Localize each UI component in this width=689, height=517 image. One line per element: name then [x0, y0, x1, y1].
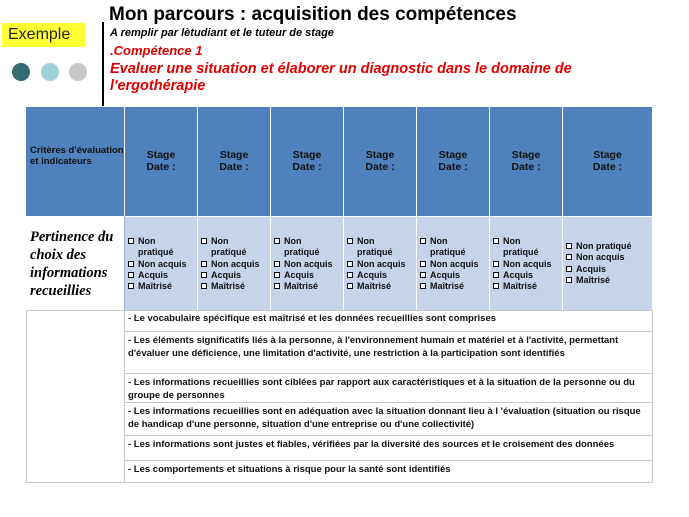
- checkbox-icon[interactable]: [201, 272, 207, 278]
- evaluation-options: [198, 217, 270, 292]
- checkbox-icon[interactable]: [566, 243, 572, 249]
- stage-date-label: Date :: [592, 161, 623, 173]
- option-label: Non acquis: [503, 258, 552, 269]
- option-label: Non: [357, 236, 375, 246]
- dot-grey: [69, 63, 87, 81]
- evaluation-option[interactable]: [420, 270, 489, 281]
- stage-date-label: Date :: [438, 161, 468, 173]
- option-label: Non: [211, 236, 229, 246]
- checkbox-icon[interactable]: [493, 238, 499, 244]
- evaluation-option[interactable]: [201, 281, 270, 292]
- evaluation-option[interactable]: [347, 270, 416, 281]
- checkbox-icon[interactable]: [420, 238, 426, 244]
- evaluation-table: [26, 107, 653, 483]
- stage-date-label: Date :: [365, 161, 395, 173]
- indicator-row: - Le vocabulaire spécifique est maîtrisé et les données recueillies sont comprises: [125, 310, 653, 332]
- evaluation-option[interactable]: [347, 281, 416, 292]
- evaluation-option[interactable]: [274, 236, 343, 247]
- option-label: Acquis: [284, 269, 315, 280]
- evaluation-options: [490, 217, 562, 292]
- indicators-blank-cell: [26, 310, 125, 483]
- indicator-row: - Les éléments significatifs liés à la personne, à l'environnement humain et matériel et à l'activité, permettant d'évaluer une déficience, une limitation d'activité, une restriction à la participation sont identifiés: [125, 332, 653, 374]
- stage-label: Stage: [219, 149, 249, 161]
- evaluation-options: [125, 217, 197, 292]
- stage-label: Stage: [292, 149, 322, 161]
- evaluation-option[interactable]: [566, 264, 652, 275]
- stage-header-cell: [490, 107, 563, 216]
- indicator-row: - Les informations recueillies sont ciblées par rapport aux caractéristiques et à la situation de la personne ou du groupe de personnes: [125, 374, 653, 403]
- evaluation-option[interactable]: [128, 259, 197, 270]
- stage-header-label: [490, 107, 562, 173]
- option-label: Non acquis: [284, 258, 333, 269]
- option-label: Non: [503, 236, 521, 246]
- option-label: Maîtrisé: [503, 281, 538, 292]
- stage-header-cell: [344, 107, 417, 216]
- evaluation-options: [417, 217, 489, 292]
- page-subtitle: A remplir par lètudiant et le tuteur de stage: [110, 27, 334, 39]
- option-label: Non: [284, 236, 302, 246]
- stage-date-label: Date :: [511, 161, 541, 173]
- dot-dark-teal: [12, 63, 30, 81]
- evaluation-option[interactable]: [420, 259, 489, 270]
- stage-header-label: [563, 107, 652, 173]
- indicator-row: - Les comportements et situations à risque pour la santé sont identifiés: [128, 464, 451, 475]
- option-label: Maîtrisé: [576, 274, 611, 285]
- evaluation-option[interactable]: [493, 270, 562, 281]
- stage-evaluation-cell: [125, 216, 198, 310]
- checkbox-icon[interactable]: [420, 283, 426, 289]
- option-label: Maîtrisé: [138, 281, 173, 292]
- stage-evaluation-cell: [490, 216, 563, 310]
- evaluation-option[interactable]: [201, 270, 270, 281]
- option-label: pratiqué: [284, 247, 320, 258]
- indicator-row: - Les informations sont justes et fiables, vérifiées par la diversité des sources et le croisement des données: [125, 436, 653, 461]
- option-label: Non acquis: [211, 258, 260, 269]
- evaluation-option[interactable]: [274, 247, 343, 258]
- evaluation-option[interactable]: [201, 259, 270, 270]
- evaluation-option[interactable]: [493, 259, 562, 270]
- evaluation-option[interactable]: [566, 252, 652, 263]
- checkbox-icon[interactable]: [420, 272, 426, 278]
- option-label: Acquis: [211, 269, 242, 280]
- stage-label: Stage: [511, 149, 541, 161]
- stage-header-label: [125, 107, 197, 173]
- exemple-label: Exemple: [2, 23, 85, 47]
- evaluation-option[interactable]: [347, 236, 416, 247]
- option-label: Maîtrisé: [357, 281, 392, 292]
- indicator-row: - Les informations recueillies sont en adéquation avec la situation donnant lieu à l 'évaluation (situation ou risque de handicap d'une personne, situation d'une entreprise ou d'une collectivité): [125, 403, 653, 436]
- checkbox-icon[interactable]: [128, 272, 134, 278]
- stage-date-label: Date :: [292, 161, 322, 173]
- criterion-title: Pertinence du choix des informations recueillies: [30, 229, 114, 299]
- stage-label: Stage: [365, 149, 395, 161]
- option-label: Acquis: [430, 269, 461, 280]
- stage-evaluation-cell: [417, 216, 490, 310]
- competence-description: Evaluer une situation et élaborer un diagnostic dans le domaine de l'ergothérapie: [110, 61, 572, 94]
- option-label: pratiqué: [357, 247, 393, 258]
- option-label: Acquis: [138, 269, 169, 280]
- checkbox-icon[interactable]: [347, 261, 353, 267]
- checkbox-icon[interactable]: [347, 272, 353, 278]
- option-label: pratiqué: [211, 247, 247, 258]
- checkbox-icon[interactable]: [274, 261, 280, 267]
- evaluation-option[interactable]: [420, 247, 489, 258]
- evaluation-option[interactable]: [274, 259, 343, 270]
- option-label: Acquis: [357, 269, 388, 280]
- option-label: Acquis: [576, 263, 607, 274]
- stage-label: Stage: [146, 149, 176, 161]
- checkbox-icon[interactable]: [493, 261, 499, 267]
- checkbox-icon[interactable]: [493, 283, 499, 289]
- option-label: Maîtrisé: [284, 281, 319, 292]
- evaluation-option[interactable]: [274, 270, 343, 281]
- checkbox-icon[interactable]: [274, 283, 280, 289]
- stage-label: Stage: [593, 149, 622, 161]
- evaluation-option[interactable]: [493, 281, 562, 292]
- stage-header-cell: [271, 107, 344, 216]
- evaluation-option[interactable]: [201, 236, 270, 247]
- checkbox-icon[interactable]: [566, 254, 572, 260]
- stage-header-cell: [417, 107, 490, 216]
- option-label: pratiqué: [430, 247, 466, 258]
- competence-label: .Compétence 1: [110, 43, 203, 58]
- evaluation-option[interactable]: [128, 236, 197, 247]
- evaluation-option[interactable]: [420, 236, 489, 247]
- checkbox-icon[interactable]: [201, 283, 207, 289]
- option-label: Non pratiqué: [576, 241, 632, 251]
- evaluation-options: [563, 217, 652, 286]
- evaluation-option[interactable]: [493, 236, 562, 247]
- checkbox-icon[interactable]: [201, 238, 207, 244]
- criterion-cell: [26, 216, 125, 310]
- stage-evaluation-cell: [563, 216, 653, 310]
- page-title: Mon parcours : acquisition des compétences: [109, 4, 517, 25]
- evaluation-option[interactable]: [566, 275, 652, 286]
- dot-light-teal: [41, 63, 59, 81]
- stage-evaluation-cell: [344, 216, 417, 310]
- header-criteria-label: Critères d'évaluation et indicateurs: [30, 145, 124, 167]
- stage-header-label: [198, 107, 270, 173]
- stage-header-cell: [125, 107, 198, 216]
- option-label: Non acquis: [357, 258, 406, 269]
- evaluation-options: [344, 217, 416, 292]
- checkbox-icon[interactable]: [201, 261, 207, 267]
- checkbox-icon[interactable]: [420, 261, 426, 267]
- checkbox-icon[interactable]: [493, 272, 499, 278]
- option-label: Non acquis: [430, 258, 479, 269]
- stage-evaluation-cell: [271, 216, 344, 310]
- option-label: Non: [138, 236, 156, 246]
- evaluation-option[interactable]: [128, 247, 197, 258]
- stage-evaluation-cell: [198, 216, 271, 310]
- stage-header-cell: [198, 107, 271, 216]
- option-label: Non acquis: [138, 258, 187, 269]
- option-label: Maîtrisé: [211, 281, 246, 292]
- option-label: pratiqué: [138, 247, 174, 258]
- option-label: Non acquis: [576, 252, 625, 263]
- header-criteria-cell: [26, 107, 125, 216]
- evaluation-option[interactable]: [420, 281, 489, 292]
- option-label: Maîtrisé: [430, 281, 465, 292]
- checkbox-icon[interactable]: [128, 261, 134, 267]
- stage-header-label: [271, 107, 343, 173]
- evaluation-option[interactable]: [347, 247, 416, 258]
- title-divider: [102, 22, 104, 106]
- stage-header-cell: [563, 107, 653, 216]
- stage-label: Stage: [438, 149, 468, 161]
- evaluation-option[interactable]: [128, 281, 197, 292]
- evaluation-option[interactable]: [493, 247, 562, 258]
- evaluation-options: [271, 217, 343, 292]
- stage-date-label: Date :: [146, 161, 176, 173]
- stage-date-label: Date :: [219, 161, 249, 173]
- option-label: Non: [430, 236, 448, 246]
- checkbox-icon[interactable]: [347, 238, 353, 244]
- option-label: Acquis: [503, 269, 534, 280]
- checkbox-icon[interactable]: [128, 238, 134, 244]
- evaluation-option[interactable]: [201, 247, 270, 258]
- evaluation-option[interactable]: [128, 270, 197, 281]
- evaluation-option[interactable]: [566, 241, 652, 252]
- option-label: pratiqué: [503, 247, 539, 258]
- checkbox-icon[interactable]: [347, 283, 353, 289]
- stage-header-label: [344, 107, 416, 173]
- checkbox-icon[interactable]: [128, 283, 134, 289]
- stage-header-label: [417, 107, 489, 173]
- checkbox-icon[interactable]: [274, 272, 280, 278]
- evaluation-option[interactable]: [274, 281, 343, 292]
- checkbox-icon[interactable]: [566, 277, 572, 283]
- evaluation-option[interactable]: [347, 259, 416, 270]
- checkbox-icon[interactable]: [274, 238, 280, 244]
- checkbox-icon[interactable]: [566, 266, 572, 272]
